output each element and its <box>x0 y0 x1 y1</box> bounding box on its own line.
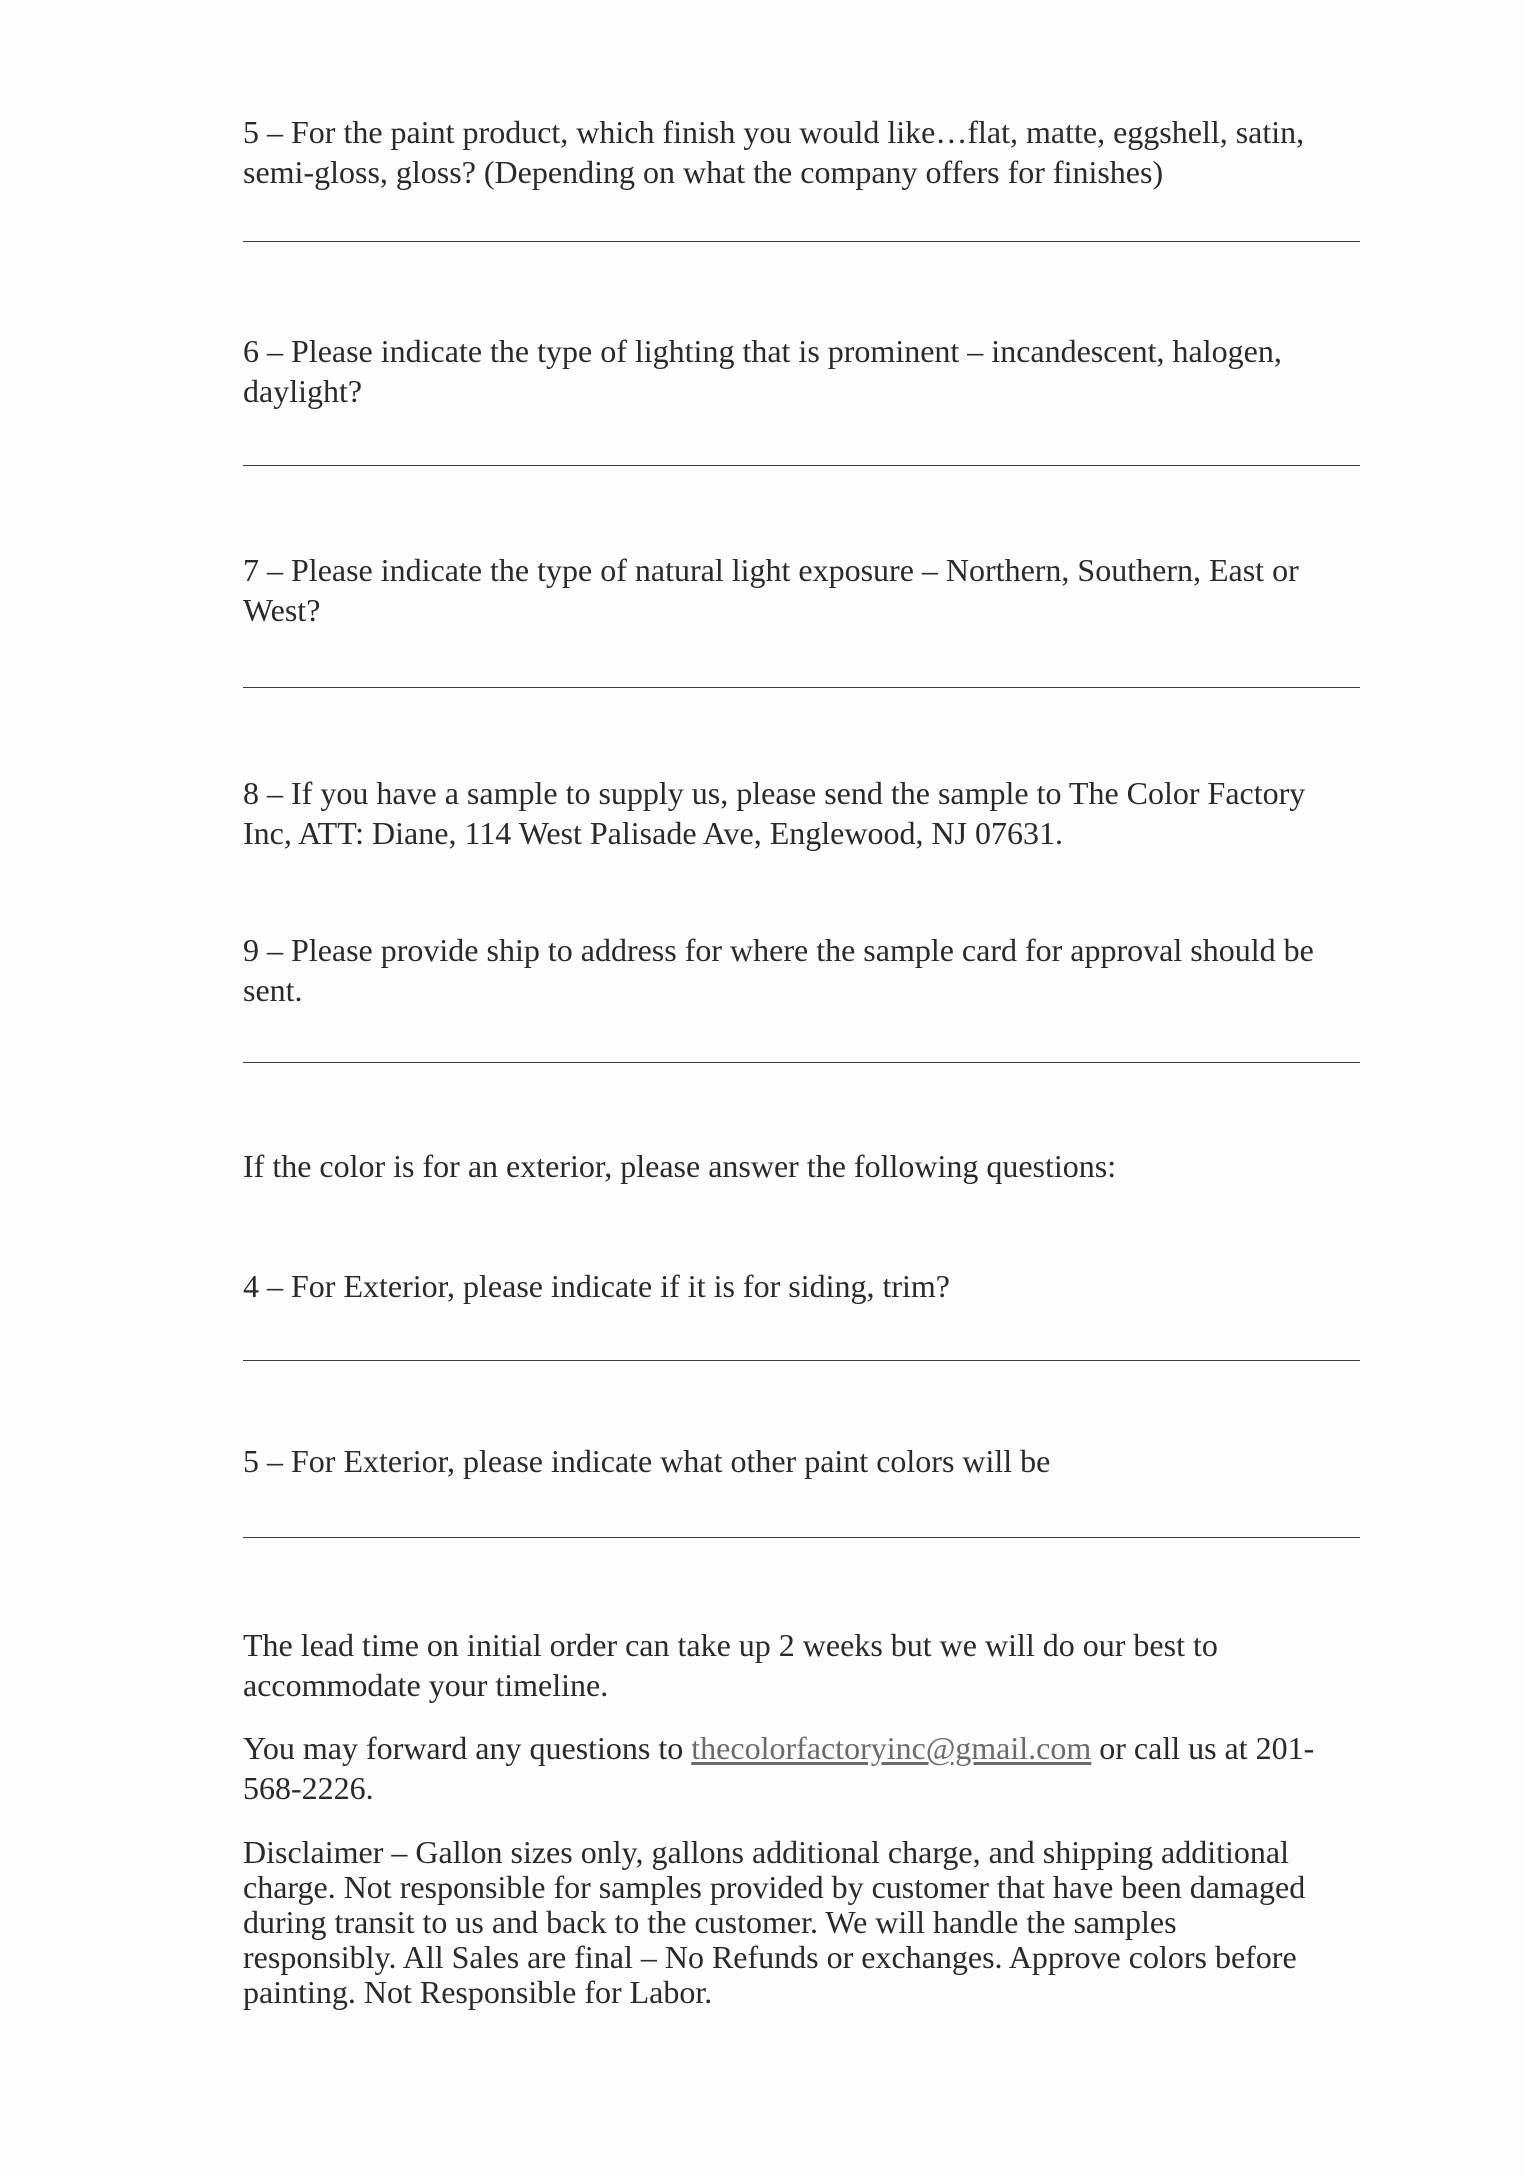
answer-line-question-7[interactable] <box>243 687 1360 688</box>
answer-line-exterior-question-5[interactable] <box>243 1537 1360 1538</box>
contact-prefix: You may forward any questions to <box>243 1730 692 1766</box>
contact-note <box>243 1728 1363 1808</box>
question-8-sample <box>243 773 1363 853</box>
lead-time-line-1: The lead time on initial order can take up 2 weeks but we will do our best to <box>243 1627 1218 1663</box>
disclaimer-line-3: during transit to us and back to the customer. We will handle the samples <box>243 1904 1177 1940</box>
answer-line-question-9[interactable] <box>243 1062 1360 1063</box>
exterior-question-4-text: 4 – For Exterior, please indicate if it is for siding, trim? <box>243 1268 950 1304</box>
question-7-natural-light <box>243 550 1363 630</box>
question-9-line-1: 9 – Please provide ship to address for where the sample card for approval should be <box>243 932 1314 968</box>
question-7-line-2: West? <box>243 592 321 628</box>
disclaimer-line-4: responsibly. All Sales are final – No Refunds or exchanges. Approve colors before <box>243 1939 1297 1975</box>
question-6-line-1: 6 – Please indicate the type of lighting that is prominent – incandescent, halogen, <box>243 333 1282 369</box>
email-link[interactable]: thecolorfactoryinc@gmail.com <box>691 1730 1092 1766</box>
exterior-question-5-text: 5 – For Exterior, please indicate what other paint colors will be <box>243 1443 1051 1479</box>
answer-line-exterior-question-4[interactable] <box>243 1360 1360 1361</box>
question-6-lighting <box>243 331 1363 411</box>
question-9-ship-to <box>243 930 1363 1010</box>
question-6-line-2: daylight? <box>243 373 363 409</box>
exterior-question-5-other-colors <box>243 1441 1363 1481</box>
lead-time-line-2: accommodate your timeline. <box>243 1667 609 1703</box>
question-5-line-1: 5 – For the paint product, which finish you would like…flat, matte, eggshell, satin, <box>243 114 1305 150</box>
answer-line-question-5[interactable] <box>243 241 1360 242</box>
question-7-line-1: 7 – Please indicate the type of natural light exposure – Northern, Southern, East or <box>243 552 1299 588</box>
disclaimer-line-1: Disclaimer – Gallon sizes only, gallons additional charge, and shipping additional <box>243 1834 1289 1870</box>
question-5-paint-finish <box>243 112 1363 192</box>
lead-time-note <box>243 1625 1363 1705</box>
contact-line-1 <box>243 1728 1363 1768</box>
answer-line-question-6[interactable] <box>243 465 1360 466</box>
contact-suffix: or call us at 201- <box>1091 1730 1315 1766</box>
exterior-intro <box>243 1146 1363 1186</box>
question-9-line-2: sent. <box>243 972 303 1008</box>
question-8-line-2: Inc, ATT: Diane, 114 West Palisade Ave, Englewood, NJ 07631. <box>243 815 1063 851</box>
question-8-line-1: 8 – If you have a sample to supply us, please send the sample to The Color Factory <box>243 775 1306 811</box>
exterior-question-4-siding-trim <box>243 1266 1363 1306</box>
disclaimer-line-5: painting. Not Responsible for Labor. <box>243 1974 713 2010</box>
disclaimer-line-2: charge. Not responsible for samples provided by customer that have been damaged <box>243 1869 1306 1905</box>
contact-line-2: 568-2226. <box>243 1770 374 1806</box>
disclaimer <box>243 1835 1363 2010</box>
exterior-intro-text: If the color is for an exterior, please answer the following questions: <box>243 1148 1117 1184</box>
question-5-line-2: semi-gloss, gloss? (Depending on what the company offers for finishes) <box>243 154 1164 190</box>
